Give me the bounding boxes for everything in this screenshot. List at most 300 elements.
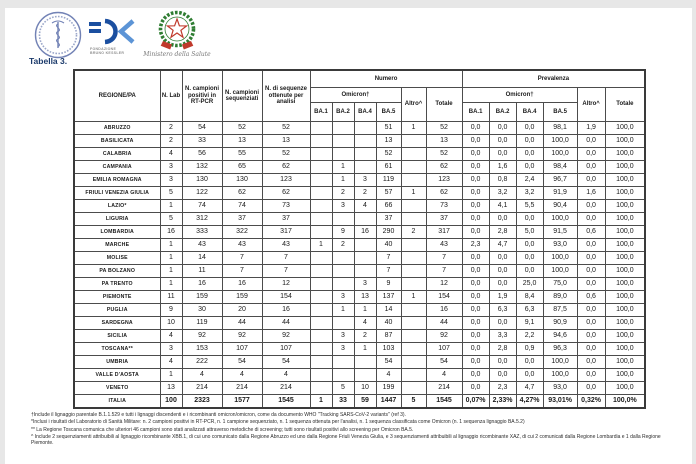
- value-cell: 100,0: [605, 161, 645, 174]
- header-ba4-prevalenza: BA.4: [516, 103, 543, 122]
- value-cell: 0,0: [462, 369, 489, 382]
- footnote-altro: ^ Include 2 sequenziamenti attribuibili al lignaggio ricombinante XBB.1, di cui uno comunicato dalla Regione Abruzzo ed uno dalla Regione Friuli Venezia Giulia, e 3 sequenziamenti attribuibili al lignaggio ricombinante XAZ, di cui 2 comunicati dalla Regione Lombardia e 1 dalla Regione Piemonte.: [31, 433, 661, 447]
- value-cell: 214: [222, 382, 262, 395]
- value-cell: 40: [376, 317, 401, 330]
- header-ba1-prevalenza: BA.1: [462, 103, 489, 122]
- value-cell: 62: [262, 187, 310, 200]
- value-cell: [401, 200, 426, 213]
- region-name: ITALIA: [74, 395, 160, 409]
- value-cell: 2: [332, 187, 354, 200]
- value-cell: 54: [222, 356, 262, 369]
- value-cell: 62: [426, 161, 462, 174]
- value-cell: 62: [262, 161, 310, 174]
- value-cell: 100,0: [543, 265, 577, 278]
- value-cell: 52: [426, 148, 462, 161]
- value-cell: 52: [222, 122, 262, 135]
- value-cell: 0,9: [516, 343, 543, 356]
- value-cell: 9: [160, 304, 182, 317]
- value-cell: [401, 304, 426, 317]
- header-ba5-numero: BA.5: [376, 103, 401, 122]
- value-cell: 100,0: [605, 382, 645, 395]
- value-cell: 16: [222, 278, 262, 291]
- value-cell: 2: [160, 135, 182, 148]
- value-cell: 4: [354, 317, 376, 330]
- value-cell: 0,0: [462, 382, 489, 395]
- value-cell: 0,0: [489, 252, 516, 265]
- region-name: UMBRIA: [74, 356, 160, 369]
- value-cell: [310, 278, 332, 291]
- header-altro-prevalenza: Altro^: [577, 88, 605, 122]
- value-cell: [354, 239, 376, 252]
- document-sheet: [5, 8, 692, 464]
- value-cell: 96,7: [543, 174, 577, 187]
- table-row: [74, 265, 645, 278]
- value-cell: 1447: [376, 395, 401, 409]
- value-cell: [310, 291, 332, 304]
- header-group-numero: Numero: [310, 70, 462, 88]
- value-cell: 5: [401, 395, 426, 409]
- value-cell: 103: [376, 343, 401, 356]
- value-cell: 73: [262, 200, 310, 213]
- value-cell: [310, 330, 332, 343]
- value-cell: 2,2: [516, 330, 543, 343]
- value-cell: 40: [376, 239, 401, 252]
- value-cell: [354, 369, 376, 382]
- value-cell: 1: [401, 187, 426, 200]
- fbk-caption-line2: BRUNO KESSLER: [90, 51, 125, 55]
- value-cell: [310, 382, 332, 395]
- value-cell: 13: [160, 382, 182, 395]
- value-cell: 100,0: [605, 317, 645, 330]
- value-cell: 0,0: [462, 148, 489, 161]
- region-name: SICILIA: [74, 330, 160, 343]
- value-cell: 1: [160, 252, 182, 265]
- region-name: PA BOLZANO: [74, 265, 160, 278]
- region-name: LIGURIA: [74, 213, 160, 226]
- value-cell: 93,0: [543, 239, 577, 252]
- value-cell: 0,0: [577, 213, 605, 226]
- table-row: [74, 187, 645, 200]
- value-cell: 119: [182, 317, 222, 330]
- value-cell: 119: [376, 174, 401, 187]
- region-name: LOMBARDIA: [74, 226, 160, 239]
- value-cell: 0,0: [516, 122, 543, 135]
- value-cell: 1: [401, 291, 426, 304]
- value-cell: [332, 278, 354, 291]
- value-cell: 4: [354, 200, 376, 213]
- value-cell: 100,0: [605, 226, 645, 239]
- value-cell: 100,0: [605, 187, 645, 200]
- value-cell: 37: [426, 213, 462, 226]
- value-cell: 0,8: [489, 174, 516, 187]
- value-cell: [310, 122, 332, 135]
- table-row: [74, 122, 645, 135]
- value-cell: 0,0: [577, 200, 605, 213]
- value-cell: [332, 148, 354, 161]
- value-cell: 123: [262, 174, 310, 187]
- table-row: [74, 343, 645, 356]
- value-cell: 5,0: [516, 226, 543, 239]
- value-cell: 96,3: [543, 343, 577, 356]
- value-cell: 33: [332, 395, 354, 409]
- value-cell: 94,6: [543, 330, 577, 343]
- value-cell: [401, 356, 426, 369]
- region-name: FRIULI VENEZIA GIULIA: [74, 187, 160, 200]
- value-cell: 100,0%: [605, 395, 645, 409]
- footnotes: [31, 412, 683, 447]
- value-cell: 100,0: [543, 369, 577, 382]
- value-cell: 100,0: [605, 304, 645, 317]
- value-cell: 153: [182, 343, 222, 356]
- value-cell: [401, 265, 426, 278]
- value-cell: 2,8: [489, 226, 516, 239]
- value-cell: 100,0: [605, 122, 645, 135]
- value-cell: 159: [222, 291, 262, 304]
- value-cell: 13: [426, 135, 462, 148]
- value-cell: 62: [222, 187, 262, 200]
- value-cell: 4: [426, 369, 462, 382]
- value-cell: 1: [332, 174, 354, 187]
- value-cell: 214: [182, 382, 222, 395]
- value-cell: 0,0: [462, 200, 489, 213]
- value-cell: 44: [262, 317, 310, 330]
- value-cell: 100,0: [605, 369, 645, 382]
- value-cell: 0,0: [516, 239, 543, 252]
- value-cell: 37: [222, 213, 262, 226]
- value-cell: 159: [182, 291, 222, 304]
- value-cell: 54: [262, 356, 310, 369]
- value-cell: 4: [376, 369, 401, 382]
- value-cell: 2,3: [489, 382, 516, 395]
- value-cell: 0,0: [577, 278, 605, 291]
- region-name: PIEMONTE: [74, 291, 160, 304]
- value-cell: 5: [160, 213, 182, 226]
- value-cell: 1,9: [577, 122, 605, 135]
- value-cell: 1: [332, 161, 354, 174]
- value-cell: 3: [160, 343, 182, 356]
- value-cell: [401, 239, 426, 252]
- value-cell: [354, 122, 376, 135]
- footnote-toscana: ** La Regione Toscana comunica che ulteriori 46 campioni sono stati analizzati attraverso metodiche di screening; tutti sono risultati positivi allo screening per Omicron BA.5.: [31, 426, 414, 433]
- value-cell: 37: [262, 213, 310, 226]
- value-cell: 74: [222, 200, 262, 213]
- value-cell: 98,1: [543, 122, 577, 135]
- value-cell: [310, 265, 332, 278]
- value-cell: 100,0: [605, 356, 645, 369]
- value-cell: 100,0: [605, 200, 645, 213]
- value-cell: 7: [222, 252, 262, 265]
- value-cell: 1545: [426, 395, 462, 409]
- value-cell: [401, 278, 426, 291]
- variant-table: [73, 69, 646, 409]
- value-cell: 1: [354, 304, 376, 317]
- region-name: LAZIO*: [74, 200, 160, 213]
- value-cell: 54: [426, 356, 462, 369]
- value-cell: 13: [354, 291, 376, 304]
- value-cell: 0,0: [462, 161, 489, 174]
- value-cell: 0,0: [516, 252, 543, 265]
- table-row: [74, 148, 645, 161]
- value-cell: 0,0: [516, 148, 543, 161]
- value-cell: 100,0: [543, 356, 577, 369]
- value-cell: [401, 343, 426, 356]
- value-cell: 0,0: [516, 369, 543, 382]
- value-cell: 3: [160, 174, 182, 187]
- value-cell: [310, 148, 332, 161]
- value-cell: 1: [160, 265, 182, 278]
- value-cell: 2,8: [489, 343, 516, 356]
- value-cell: 107: [222, 343, 262, 356]
- value-cell: [401, 252, 426, 265]
- value-cell: 3: [332, 291, 354, 304]
- value-cell: [310, 200, 332, 213]
- value-cell: 73: [426, 200, 462, 213]
- value-cell: 132: [182, 161, 222, 174]
- value-cell: 20: [222, 304, 262, 317]
- value-cell: [310, 161, 332, 174]
- value-cell: 7: [426, 265, 462, 278]
- header-rtpcr: N. campioni positivi in RT-PCR: [182, 70, 222, 122]
- value-cell: 214: [426, 382, 462, 395]
- table-row: [74, 252, 645, 265]
- value-cell: 4: [222, 369, 262, 382]
- value-cell: 11: [160, 291, 182, 304]
- value-cell: 93,0: [543, 382, 577, 395]
- value-cell: 1,6: [577, 187, 605, 200]
- value-cell: [354, 356, 376, 369]
- value-cell: 59: [354, 395, 376, 409]
- table-row: [74, 239, 645, 252]
- value-cell: 3,2: [516, 187, 543, 200]
- value-cell: 9: [376, 278, 401, 291]
- value-cell: 0,0: [516, 213, 543, 226]
- value-cell: 7: [262, 252, 310, 265]
- value-cell: 65: [222, 161, 262, 174]
- footnote-lazio: *Inclusi i risultati del Laboratorio di Sanità Militare: n. 2 campioni positivi in RT-PCR, n. 1 campione sequenziato, n. 1 sequenza ottenuta per l'analisi, n. 1 sequenza classificata come Omicron (n. 1 sequenza lignaggio BA.5.2): [31, 419, 525, 426]
- value-cell: 4,7: [516, 382, 543, 395]
- value-cell: 56: [182, 148, 222, 161]
- value-cell: [401, 135, 426, 148]
- value-cell: 0,0: [516, 265, 543, 278]
- region-name: VENETO: [74, 382, 160, 395]
- value-cell: 0,0: [462, 317, 489, 330]
- value-cell: 214: [262, 382, 310, 395]
- value-cell: 16: [354, 226, 376, 239]
- value-cell: [310, 343, 332, 356]
- value-cell: 0,0: [489, 265, 516, 278]
- ministero-caption: Ministero della Salute: [143, 51, 211, 58]
- value-cell: 130: [182, 174, 222, 187]
- header-omicron-prevalenza: Omicron†: [462, 88, 577, 103]
- value-cell: 13: [222, 135, 262, 148]
- value-cell: 14: [182, 252, 222, 265]
- value-cell: 3: [354, 174, 376, 187]
- value-cell: [310, 356, 332, 369]
- value-cell: 3: [332, 343, 354, 356]
- value-cell: 2: [354, 187, 376, 200]
- value-cell: 2,3: [462, 239, 489, 252]
- value-cell: 52: [376, 148, 401, 161]
- value-cell: 0,0: [516, 356, 543, 369]
- value-cell: 98,4: [543, 161, 577, 174]
- value-cell: 154: [426, 291, 462, 304]
- value-cell: 123: [426, 174, 462, 187]
- table-row: [74, 278, 645, 291]
- value-cell: 91,9: [543, 187, 577, 200]
- value-cell: 1: [332, 304, 354, 317]
- value-cell: 100,0: [605, 278, 645, 291]
- value-cell: 1577: [222, 395, 262, 409]
- value-cell: [310, 226, 332, 239]
- value-cell: 0,0: [462, 252, 489, 265]
- value-cell: 11: [182, 265, 222, 278]
- value-cell: 0,0: [489, 317, 516, 330]
- value-cell: 7: [376, 265, 401, 278]
- value-cell: 100,0: [605, 174, 645, 187]
- table-row: [74, 356, 645, 369]
- value-cell: 16: [262, 304, 310, 317]
- value-cell: 1: [401, 122, 426, 135]
- value-cell: 100,0: [543, 135, 577, 148]
- value-cell: 0,0: [462, 265, 489, 278]
- value-cell: 4: [262, 369, 310, 382]
- value-cell: 62: [426, 187, 462, 200]
- value-cell: 4,7: [489, 239, 516, 252]
- region-name: TOSCANA**: [74, 343, 160, 356]
- value-cell: 4: [182, 369, 222, 382]
- value-cell: 5: [160, 187, 182, 200]
- value-cell: 1,9: [489, 291, 516, 304]
- value-cell: 199: [376, 382, 401, 395]
- value-cell: 75,0: [543, 278, 577, 291]
- value-cell: 2: [401, 226, 426, 239]
- value-cell: 0,0: [577, 317, 605, 330]
- value-cell: 13: [376, 135, 401, 148]
- header-ba2-prevalenza: BA.2: [489, 103, 516, 122]
- value-cell: 10: [160, 317, 182, 330]
- value-cell: 0,0: [489, 148, 516, 161]
- value-cell: 0,0: [462, 356, 489, 369]
- value-cell: 0,32%: [577, 395, 605, 409]
- value-cell: 2,33%: [489, 395, 516, 409]
- region-name: EMILIA ROMAGNA: [74, 174, 160, 187]
- value-cell: 43: [182, 239, 222, 252]
- value-cell: [310, 187, 332, 200]
- value-cell: 25,0: [516, 278, 543, 291]
- value-cell: 1545: [262, 395, 310, 409]
- header-ba5-prevalenza: BA.5: [543, 103, 577, 122]
- value-cell: 2: [354, 330, 376, 343]
- value-cell: [332, 252, 354, 265]
- region-name: BASILICATA: [74, 135, 160, 148]
- value-cell: [310, 174, 332, 187]
- value-cell: 0,0: [462, 135, 489, 148]
- value-cell: 90,9: [543, 317, 577, 330]
- value-cell: 1: [160, 278, 182, 291]
- table-row: [74, 382, 645, 395]
- value-cell: [401, 148, 426, 161]
- region-name: CALABRIA: [74, 148, 160, 161]
- value-cell: [310, 369, 332, 382]
- value-cell: [354, 213, 376, 226]
- value-cell: 92: [182, 330, 222, 343]
- value-cell: 0,0: [462, 278, 489, 291]
- value-cell: [401, 213, 426, 226]
- value-cell: 100,0: [605, 330, 645, 343]
- header-sequenze: N. di sequenze ottenute per analisi: [262, 70, 310, 122]
- value-cell: 54: [182, 122, 222, 135]
- value-cell: 0,0: [577, 356, 605, 369]
- table-row: [74, 213, 645, 226]
- value-cell: 0,0: [577, 382, 605, 395]
- region-name: VALLE D'AOSTA: [74, 369, 160, 382]
- value-cell: 100,0: [605, 213, 645, 226]
- table-row: [74, 304, 645, 317]
- value-cell: [332, 135, 354, 148]
- value-cell: 0,0: [489, 135, 516, 148]
- page-title: Tabella 3.: [29, 56, 68, 66]
- value-cell: 44: [222, 317, 262, 330]
- value-cell: 0,0: [462, 122, 489, 135]
- value-cell: 16: [160, 226, 182, 239]
- table-row: [74, 330, 645, 343]
- value-cell: [401, 330, 426, 343]
- value-cell: [332, 317, 354, 330]
- value-cell: 37: [376, 213, 401, 226]
- region-name: CAMPANIA: [74, 161, 160, 174]
- total-row: [74, 395, 645, 409]
- value-cell: [332, 369, 354, 382]
- value-cell: [354, 148, 376, 161]
- value-cell: 100,0: [605, 291, 645, 304]
- value-cell: 3,3: [489, 330, 516, 343]
- value-cell: 7: [426, 252, 462, 265]
- value-cell: 0,0: [489, 278, 516, 291]
- value-cell: 0,0: [577, 304, 605, 317]
- value-cell: 0,0: [577, 265, 605, 278]
- value-cell: 89,0: [543, 291, 577, 304]
- value-cell: 100,0: [605, 252, 645, 265]
- value-cell: 322: [222, 226, 262, 239]
- value-cell: 51: [376, 122, 401, 135]
- value-cell: 4: [160, 330, 182, 343]
- region-name: MOLISE: [74, 252, 160, 265]
- table-row: [74, 226, 645, 239]
- header-ba2-numero: BA.2: [332, 103, 354, 122]
- value-cell: 0,0: [462, 213, 489, 226]
- value-cell: 0,0: [577, 174, 605, 187]
- header-altro-numero: Altro^: [401, 88, 426, 122]
- value-cell: 52: [262, 148, 310, 161]
- value-cell: 0,0: [462, 343, 489, 356]
- value-cell: 2,4: [516, 174, 543, 187]
- region-name: SARDEGNA: [74, 317, 160, 330]
- value-cell: 0,0: [462, 330, 489, 343]
- table-row: [74, 174, 645, 187]
- value-cell: 30: [182, 304, 222, 317]
- value-cell: 0,0: [489, 369, 516, 382]
- value-cell: [332, 265, 354, 278]
- value-cell: [354, 252, 376, 265]
- value-cell: [332, 122, 354, 135]
- value-cell: 0,0: [462, 187, 489, 200]
- value-cell: 16: [182, 278, 222, 291]
- value-cell: 1: [160, 369, 182, 382]
- value-cell: 6,3: [516, 304, 543, 317]
- header-totale-prevalenza: Totale: [605, 88, 645, 122]
- value-cell: 0,0: [577, 369, 605, 382]
- value-cell: 0,0: [577, 148, 605, 161]
